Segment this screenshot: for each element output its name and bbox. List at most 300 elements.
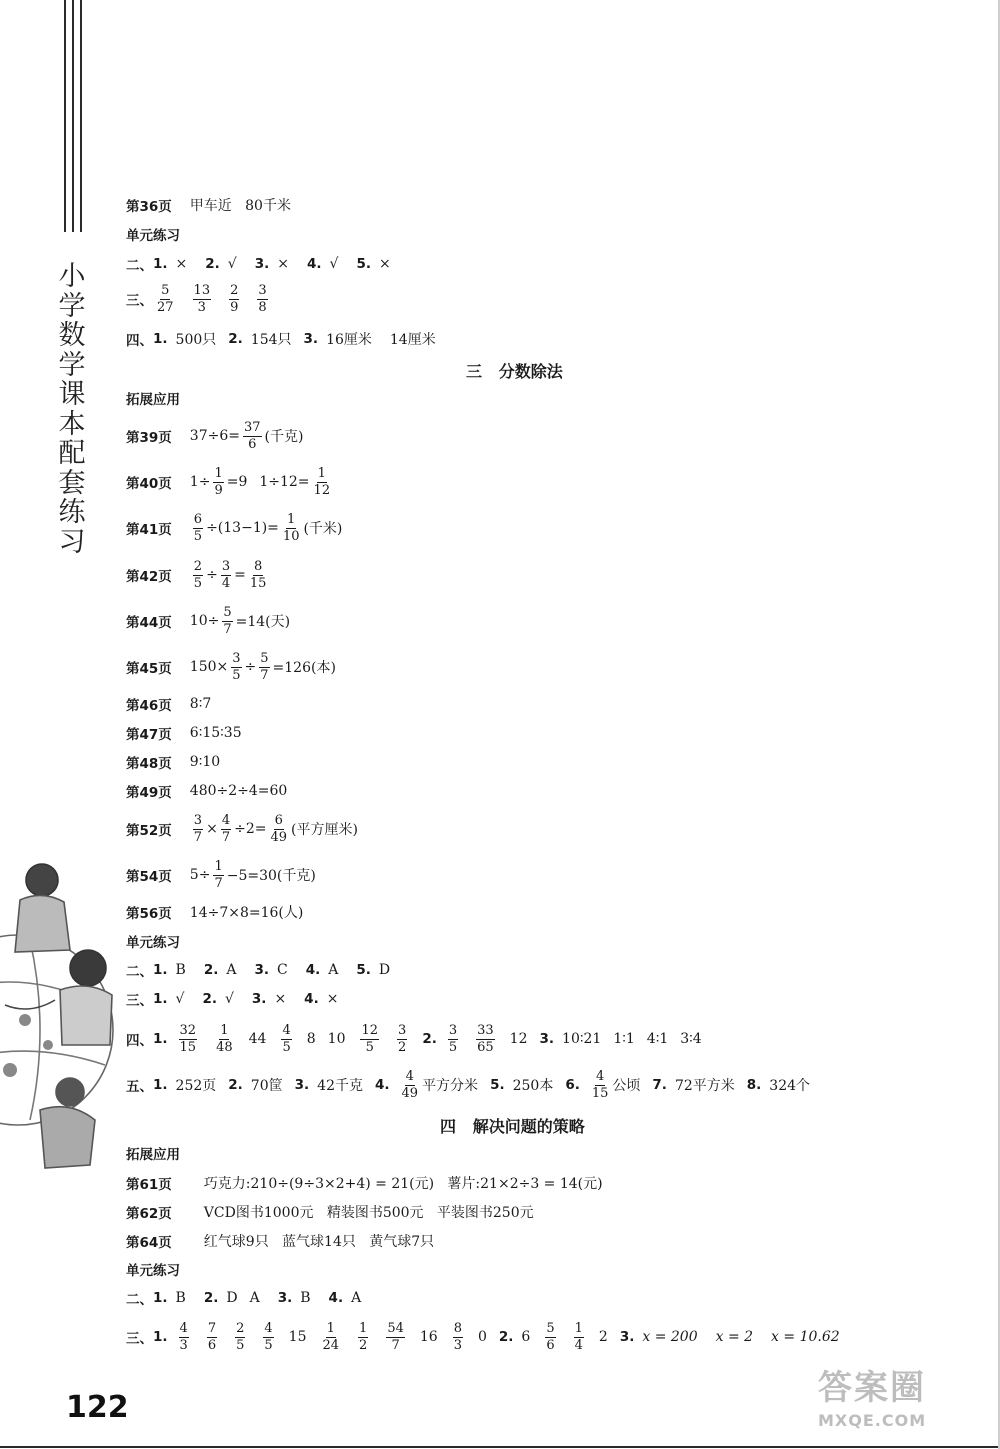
expr: ÷(13−1)= bbox=[206, 520, 279, 536]
numerator: 8 bbox=[253, 558, 263, 574]
expr: × bbox=[206, 821, 218, 837]
expr: 150× bbox=[189, 659, 229, 675]
item-answer: √ bbox=[224, 991, 234, 1007]
numerator: 3 bbox=[258, 282, 267, 298]
answer-text: 甲车近 80千米 bbox=[189, 198, 291, 214]
item-number: 4. bbox=[304, 991, 319, 1007]
fraction bbox=[193, 814, 203, 845]
denominator: 4 bbox=[221, 575, 231, 591]
denominator: 7 bbox=[391, 1337, 400, 1353]
numerator: 4 bbox=[179, 1320, 188, 1336]
margin-line-1 bbox=[64, 0, 66, 232]
answer-text: 红气球9只 蓝气球14只 黄气球7只 bbox=[203, 1234, 435, 1250]
fraction bbox=[235, 1322, 245, 1353]
item-answer: C bbox=[277, 962, 288, 978]
numerator: 4 bbox=[595, 1068, 605, 1084]
item-answer: A bbox=[351, 1290, 362, 1306]
expr: =9 bbox=[226, 474, 248, 490]
item-number: 4. bbox=[328, 1290, 344, 1306]
item-answer: 3∶4 bbox=[680, 1031, 702, 1047]
item-number: 3. bbox=[254, 962, 270, 978]
numerator: 1 bbox=[317, 465, 326, 481]
item-number: 1. bbox=[153, 1031, 168, 1047]
item-answer: x = 2 bbox=[715, 1329, 754, 1345]
item-number: 2. bbox=[205, 256, 220, 272]
item-answer: × bbox=[378, 256, 391, 272]
item-answer: √ bbox=[329, 256, 339, 272]
bottom-frame-line bbox=[0, 1446, 1000, 1448]
item-answer: 154只 bbox=[250, 332, 292, 348]
answer-text: 6∶15∶35 bbox=[189, 725, 242, 741]
expr: 1÷12= bbox=[259, 474, 310, 490]
item-number: 3. bbox=[539, 1031, 555, 1047]
answer-text: 9∶10 bbox=[189, 754, 221, 770]
denominator: 27 bbox=[157, 299, 174, 315]
question-prefix: 四、 bbox=[126, 1033, 153, 1049]
question-prefix: 五、 bbox=[126, 1079, 153, 1095]
denominator: 7 bbox=[223, 621, 232, 637]
denominator: 8 bbox=[258, 299, 267, 315]
item-number: 3. bbox=[303, 331, 319, 347]
numerator: 4 bbox=[405, 1068, 414, 1084]
item-answer: 250本 bbox=[512, 1078, 554, 1094]
answer-row-p64 bbox=[126, 1226, 434, 1256]
item-answer: 72平方米 bbox=[674, 1078, 735, 1094]
denominator: 3 bbox=[453, 1337, 462, 1353]
denominator: 49 bbox=[401, 1085, 419, 1101]
question-prefix: 三、 bbox=[126, 993, 153, 1009]
expr: ÷2= bbox=[234, 821, 267, 837]
answer-row-ch4-er bbox=[126, 1283, 361, 1313]
item-answer: D bbox=[226, 1290, 238, 1306]
item-number: 1. bbox=[153, 331, 168, 347]
denominator: 5 bbox=[193, 528, 203, 544]
numerator: 8 bbox=[453, 1320, 462, 1336]
denominator: 3 bbox=[197, 299, 206, 315]
fraction bbox=[358, 1322, 368, 1353]
spine-char: 套 bbox=[58, 467, 86, 499]
fraction bbox=[574, 1322, 584, 1353]
numerator: 5 bbox=[161, 282, 170, 298]
numerator: 3 bbox=[193, 812, 203, 828]
item-number: 3. bbox=[294, 1077, 310, 1093]
item-number: 2. bbox=[498, 1329, 514, 1345]
fraction bbox=[249, 560, 268, 591]
expr: =14(天) bbox=[235, 614, 291, 630]
question-prefix: 三、 bbox=[126, 293, 153, 309]
denominator: 24 bbox=[322, 1337, 340, 1353]
item-answer: 1∶1 bbox=[613, 1031, 635, 1047]
item-answer: A bbox=[328, 962, 339, 978]
item-answer: 500只 bbox=[175, 332, 217, 348]
numerator: 1 bbox=[220, 1022, 229, 1038]
answer-row-p56 bbox=[126, 897, 303, 927]
item-number: 2. bbox=[422, 1031, 437, 1047]
answer-text: 巧克力:210÷(9÷3×2+4) = 21(元) 薯片:21×2÷3 = 14(元) bbox=[203, 1176, 603, 1192]
fraction bbox=[313, 467, 332, 498]
spine-char: 学 bbox=[58, 349, 86, 381]
answer-row-ch3-si bbox=[126, 1024, 702, 1054]
denominator: 10 bbox=[282, 528, 300, 544]
page-label: 第64页 bbox=[126, 1235, 172, 1251]
answer-row-p39 bbox=[126, 421, 303, 451]
numerator: 54 bbox=[387, 1320, 404, 1336]
answer-text: VCD图书1000元 精装图书500元 平装图书250元 bbox=[203, 1205, 534, 1221]
numerator: 7 bbox=[207, 1320, 217, 1336]
answer-row-ch3-san bbox=[126, 984, 338, 1014]
fraction bbox=[231, 652, 241, 683]
item-number: 2. bbox=[228, 1077, 243, 1093]
expr: (千米) bbox=[303, 521, 343, 537]
answer-row-ch2-san bbox=[126, 284, 271, 314]
answer-row-p45 bbox=[126, 652, 336, 682]
denominator: 7 bbox=[221, 829, 231, 845]
item-answer: B bbox=[175, 1290, 186, 1306]
page-label: 第52页 bbox=[126, 823, 172, 839]
answer-row-p48 bbox=[126, 747, 220, 777]
watermark-text: 答案圈 bbox=[818, 1368, 926, 1408]
item-number: 1. bbox=[153, 962, 168, 978]
denominator: 7 bbox=[214, 875, 223, 891]
expr: 5÷ bbox=[189, 867, 211, 883]
answer-row-p47 bbox=[126, 718, 242, 748]
item-answer: × bbox=[175, 256, 188, 272]
item-answer: 16 bbox=[419, 1329, 438, 1345]
item-answer: 16厘米 bbox=[326, 332, 372, 348]
numerator: 13 bbox=[193, 282, 211, 298]
fraction bbox=[207, 1322, 217, 1353]
item-answer: 42千克 bbox=[317, 1078, 363, 1094]
fraction bbox=[448, 1024, 458, 1055]
answer-row-ch3-er bbox=[126, 955, 390, 985]
fraction bbox=[257, 284, 267, 315]
item-answer: 44 bbox=[248, 1031, 267, 1047]
fraction bbox=[221, 560, 231, 591]
denominator: 7 bbox=[193, 829, 203, 845]
margin-line-2 bbox=[72, 0, 74, 232]
numerator: 4 bbox=[221, 812, 231, 828]
spine-title bbox=[52, 262, 92, 557]
denominator: 15 bbox=[591, 1085, 609, 1101]
page-label: 第49页 bbox=[126, 785, 172, 801]
item-answer: 12 bbox=[509, 1031, 528, 1047]
spine-char: 小 bbox=[58, 261, 86, 292]
denominator: 5 bbox=[282, 1039, 291, 1055]
page-label: 第46页 bbox=[126, 698, 172, 714]
answer-row-p49 bbox=[126, 776, 287, 806]
answer-row-ch2-si bbox=[126, 324, 436, 354]
page-label: 第56页 bbox=[126, 906, 172, 922]
item-answer: 2 bbox=[598, 1329, 608, 1345]
page-label: 第39页 bbox=[126, 430, 172, 446]
spine-char: 配 bbox=[58, 438, 86, 469]
fraction bbox=[545, 1322, 555, 1353]
item-answer: D bbox=[378, 962, 391, 978]
watermark-logo bbox=[818, 1360, 988, 1440]
fraction bbox=[213, 467, 223, 498]
numerator: 4 bbox=[282, 1022, 291, 1038]
item-number: 2. bbox=[228, 331, 243, 347]
numerator: 3 bbox=[448, 1022, 458, 1038]
question-prefix: 三、 bbox=[126, 1331, 153, 1347]
denominator: 9 bbox=[214, 482, 223, 498]
extension-title bbox=[126, 383, 180, 413]
item-answer: 252页 bbox=[175, 1078, 217, 1094]
answer-row-p41 bbox=[126, 513, 342, 543]
denominator: 4 bbox=[574, 1337, 583, 1353]
denominator: 6 bbox=[248, 436, 257, 452]
item-answer: 70筐 bbox=[250, 1078, 283, 1094]
numerator: 3 bbox=[221, 558, 231, 574]
page-label: 第48页 bbox=[126, 756, 172, 772]
denominator: 5 bbox=[365, 1039, 374, 1055]
answer-row-p44 bbox=[126, 606, 290, 636]
spine-char: 数 bbox=[58, 320, 86, 351]
numerator: 2 bbox=[236, 1320, 245, 1336]
item-answer: 15 bbox=[288, 1329, 307, 1345]
answer-row-ch4-san bbox=[126, 1322, 840, 1352]
item-number: 1. bbox=[153, 1077, 168, 1093]
item-number: 2. bbox=[203, 962, 219, 978]
item-answer: x = 10.62 bbox=[771, 1329, 840, 1345]
answer-row-p36 bbox=[126, 190, 291, 220]
item-answer: × bbox=[274, 991, 287, 1007]
fraction bbox=[591, 1070, 610, 1101]
item-number: 5. bbox=[356, 256, 371, 272]
answer-text: 14÷7×8=16(人) bbox=[189, 905, 304, 921]
item-number: 8. bbox=[746, 1077, 762, 1093]
spine-char: 练 bbox=[58, 497, 86, 528]
spine-char: 习 bbox=[58, 526, 86, 558]
denominator: 5 bbox=[232, 667, 241, 683]
numerator: 33 bbox=[477, 1022, 494, 1038]
fraction bbox=[213, 860, 223, 891]
page-label: 第45页 bbox=[126, 661, 172, 677]
denominator: 2 bbox=[359, 1337, 368, 1353]
section-title: 拓展应用 bbox=[126, 392, 180, 408]
item-number: 5. bbox=[356, 962, 371, 978]
numerator: 6 bbox=[274, 812, 283, 828]
spine-char: 学 bbox=[58, 290, 86, 322]
page-label: 第61页 bbox=[126, 1177, 172, 1193]
fraction bbox=[453, 1322, 463, 1353]
answer-row-p62 bbox=[126, 1197, 534, 1227]
denominator: 9 bbox=[230, 299, 239, 315]
page-label: 第54页 bbox=[126, 869, 172, 885]
expr: 1÷ bbox=[189, 474, 211, 490]
numerator: 37 bbox=[243, 419, 261, 435]
item-answer: × bbox=[326, 991, 339, 1007]
denominator: 15 bbox=[249, 575, 267, 591]
denominator: 7 bbox=[260, 667, 269, 683]
numerator: 1 bbox=[574, 1320, 583, 1336]
page-label: 第62页 bbox=[126, 1206, 172, 1222]
fraction bbox=[243, 421, 262, 452]
fraction bbox=[179, 1024, 198, 1055]
fraction bbox=[476, 1024, 495, 1055]
chapter-heading-4: 四 解决问题的策略 bbox=[440, 1116, 585, 1136]
denominator: 6 bbox=[546, 1337, 555, 1353]
unit-practice-title bbox=[126, 219, 180, 249]
fraction bbox=[397, 1024, 407, 1055]
numerator: 3 bbox=[398, 1022, 407, 1038]
item-number: 3. bbox=[251, 991, 267, 1007]
item-answer: 8 bbox=[306, 1031, 316, 1047]
unit-practice-title bbox=[126, 926, 180, 956]
denominator: 5 bbox=[448, 1039, 458, 1055]
fraction bbox=[156, 284, 175, 315]
fraction bbox=[263, 1322, 273, 1353]
item-number: 1. bbox=[153, 256, 168, 272]
expr: = bbox=[234, 567, 246, 583]
numerator: 12 bbox=[361, 1022, 379, 1038]
answer-row-p42 bbox=[126, 560, 270, 590]
expr: 10÷ bbox=[189, 613, 220, 629]
item-number: 3. bbox=[619, 1329, 635, 1345]
item-answer: 10∶21 bbox=[562, 1031, 602, 1047]
fraction bbox=[321, 1322, 340, 1353]
item-number: 6. bbox=[565, 1077, 580, 1093]
item-answer: B bbox=[300, 1290, 311, 1306]
answer-text: 480÷2÷4=60 bbox=[189, 783, 288, 799]
chapter-heading-3: 三 分数除法 bbox=[466, 361, 563, 381]
denominator: 5 bbox=[193, 575, 203, 591]
numerator: 32 bbox=[179, 1022, 197, 1038]
denominator: 3 bbox=[179, 1337, 188, 1353]
numerator: 1 bbox=[326, 1320, 335, 1336]
question-prefix: 二、 bbox=[126, 1292, 153, 1308]
item-answer: 324个 bbox=[769, 1078, 811, 1094]
numerator: 1 bbox=[214, 465, 223, 481]
fraction bbox=[222, 606, 232, 637]
expr: (千克) bbox=[264, 429, 304, 445]
fraction bbox=[282, 513, 301, 544]
item-answer: 10 bbox=[327, 1031, 346, 1047]
page-number: 122 bbox=[66, 1390, 129, 1425]
item-number: 1. bbox=[153, 1290, 168, 1306]
denominator: 2 bbox=[398, 1039, 407, 1055]
fraction bbox=[259, 652, 269, 683]
expr: ÷ bbox=[206, 567, 218, 583]
item-answer: √ bbox=[227, 256, 237, 272]
expr: −5=30(千克) bbox=[226, 868, 316, 884]
item-answer: 0 bbox=[477, 1329, 487, 1345]
numerator: 3 bbox=[232, 650, 241, 666]
fraction bbox=[193, 560, 203, 591]
fraction bbox=[193, 284, 212, 315]
item-answer: A bbox=[226, 962, 237, 978]
denominator: 49 bbox=[270, 829, 288, 845]
watermark-url: MXQE.COM bbox=[818, 1411, 927, 1430]
item-answer: 4∶1 bbox=[646, 1031, 669, 1047]
fraction bbox=[360, 1024, 379, 1055]
globe-children-illustration bbox=[0, 830, 120, 1190]
numerator: 1 bbox=[287, 511, 296, 527]
answer-text: 8∶7 bbox=[189, 696, 212, 712]
item-number: 3. bbox=[254, 256, 270, 272]
item-number: 4. bbox=[374, 1077, 390, 1093]
question-prefix: 二、 bbox=[126, 964, 153, 980]
item-number: 1. bbox=[153, 1329, 168, 1345]
numerator: 2 bbox=[230, 282, 239, 298]
expr: ÷ bbox=[244, 659, 257, 675]
expr: (平方厘米) bbox=[291, 822, 358, 838]
page-label: 第47页 bbox=[126, 727, 172, 743]
page-label: 第41页 bbox=[126, 522, 172, 538]
page-label: 第44页 bbox=[126, 615, 172, 631]
fraction bbox=[386, 1322, 405, 1353]
numerator: 1 bbox=[214, 858, 223, 874]
item-answer: 平方分米 bbox=[422, 1078, 479, 1094]
section-title: 单元练习 bbox=[126, 935, 180, 951]
fraction bbox=[281, 1024, 291, 1055]
numerator: 2 bbox=[193, 558, 203, 574]
fraction bbox=[269, 814, 288, 845]
answer-row-ch3-wu bbox=[126, 1070, 810, 1100]
item-number: 3. bbox=[277, 1290, 293, 1306]
denominator: 65 bbox=[477, 1039, 494, 1055]
answer-row-p52 bbox=[126, 814, 358, 844]
item-number: 4. bbox=[306, 256, 322, 272]
spine-char: 课 bbox=[58, 379, 86, 410]
unit-practice-title bbox=[126, 1254, 180, 1284]
margin-line-3 bbox=[80, 0, 82, 232]
denominator: 12 bbox=[313, 482, 331, 498]
item-number: 2. bbox=[203, 1290, 219, 1306]
item-answer: B bbox=[175, 962, 186, 978]
expr: =126(本) bbox=[272, 660, 336, 676]
fraction bbox=[179, 1322, 189, 1353]
denominator: 5 bbox=[236, 1337, 245, 1353]
item-answer: x = 200 bbox=[642, 1329, 698, 1345]
item-number: 2. bbox=[202, 991, 217, 1007]
numerator: 5 bbox=[546, 1320, 555, 1336]
question-prefix: 四、 bbox=[126, 333, 153, 349]
item-answer: √ bbox=[175, 991, 185, 1007]
answer-row-p40 bbox=[126, 467, 334, 497]
answer-row-p61 bbox=[126, 1168, 603, 1198]
answer-row-p46 bbox=[126, 689, 211, 719]
denominator: 48 bbox=[216, 1039, 233, 1055]
denominator: 15 bbox=[179, 1039, 197, 1055]
fraction bbox=[221, 814, 231, 845]
numerator: 1 bbox=[359, 1320, 368, 1336]
question-prefix: 二、 bbox=[126, 258, 153, 274]
fraction bbox=[401, 1070, 420, 1101]
item-answer: 公顷 bbox=[612, 1078, 641, 1094]
item-number: 5. bbox=[490, 1077, 505, 1093]
page-label: 第36页 bbox=[126, 199, 172, 215]
item-answer: × bbox=[277, 256, 289, 272]
fraction bbox=[215, 1024, 234, 1055]
item-answer: 6 bbox=[521, 1329, 531, 1345]
item-number: 7. bbox=[652, 1077, 667, 1093]
item-number: 1. bbox=[153, 991, 168, 1007]
answer-row-ch2-er bbox=[126, 249, 391, 279]
extension-title bbox=[126, 1138, 180, 1168]
numerator: 6 bbox=[193, 511, 203, 527]
item-answer: 14厘米 bbox=[389, 332, 436, 348]
item-number: 4. bbox=[305, 962, 321, 978]
page-label: 第40页 bbox=[126, 476, 172, 492]
section-title: 单元练习 bbox=[126, 1263, 180, 1279]
expr: 37÷6= bbox=[189, 428, 240, 444]
numerator: 5 bbox=[223, 604, 232, 620]
fraction bbox=[229, 284, 239, 315]
spine-char: 本 bbox=[58, 408, 86, 440]
denominator: 6 bbox=[207, 1337, 217, 1353]
numerator: 5 bbox=[260, 650, 269, 666]
